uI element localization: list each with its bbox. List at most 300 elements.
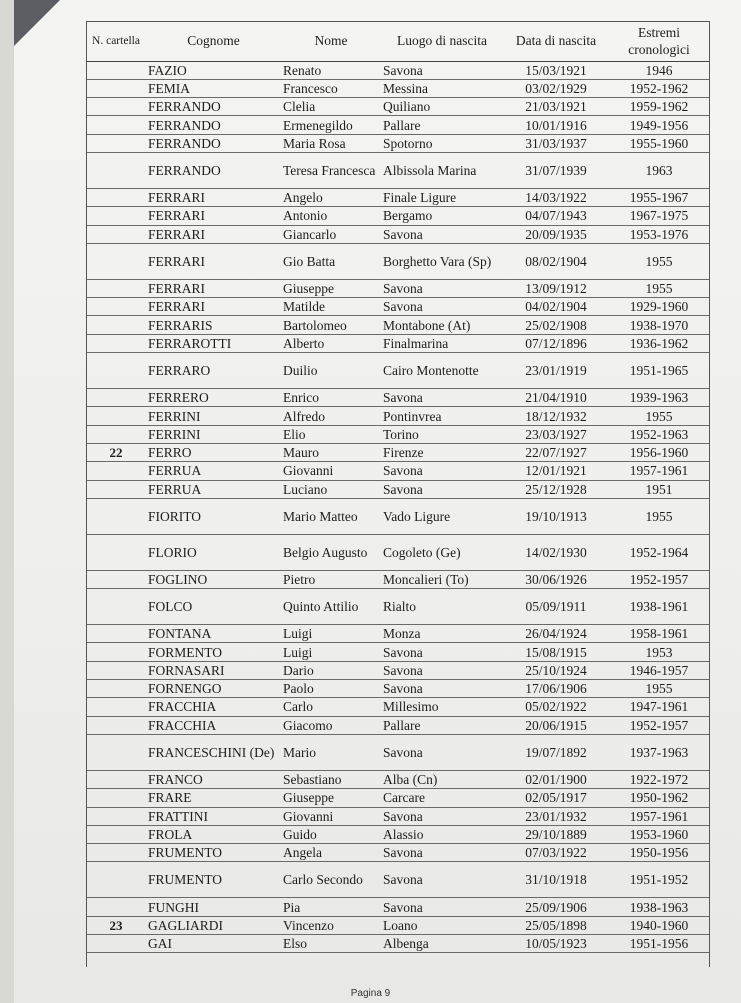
cell-data: 05/09/1911 (503, 589, 609, 625)
cell-estremi: 1937-1963 (609, 734, 709, 770)
cell-luogo: Savona (381, 734, 503, 770)
cell-estremi: 1938-1970 (609, 316, 709, 334)
cell-cognome: FERRARI (146, 207, 281, 225)
cell-n-cartella (86, 279, 146, 297)
cell-luogo: Alba (Cn) (381, 770, 503, 788)
cell-cognome: FERRARO (146, 353, 281, 389)
table-row (86, 661, 709, 679)
cell-cognome: FERRUA (146, 480, 281, 498)
cell-cognome: FERRERO (146, 389, 281, 407)
cell-nome: Elso (281, 935, 381, 953)
cell-nome: Francesco (281, 79, 381, 97)
cell-cognome: FOGLINO (146, 570, 281, 588)
table-row (86, 916, 709, 934)
header-estremi: Estremi cronologici (609, 21, 709, 61)
cell-cognome: FERRINI (146, 407, 281, 425)
table-row (86, 79, 709, 97)
cell-luogo: Savona (381, 680, 503, 698)
cell-n-cartella (86, 225, 146, 243)
cell-data: 05/02/1922 (503, 698, 609, 716)
table-row (86, 389, 709, 407)
cell-luogo: Savona (381, 643, 503, 661)
cell-nome: Luigi (281, 625, 381, 643)
cell-data: 02/01/1900 (503, 770, 609, 788)
cell-cognome: FRATTINI (146, 807, 281, 825)
cell-nome: Duilio (281, 353, 381, 389)
cell-luogo: Loano (381, 916, 503, 934)
cell-estremi: 1947-1961 (609, 698, 709, 716)
cell-cognome: FOLCO (146, 589, 281, 625)
cell-data: 31/03/1937 (503, 134, 609, 152)
cell-estremi: 1940-1960 (609, 916, 709, 934)
cell-nome: Carlo (281, 698, 381, 716)
header-cognome: Cognome (146, 21, 281, 61)
cell-data: 29/10/1889 (503, 825, 609, 843)
cell-nome: Luciano (281, 480, 381, 498)
cell-luogo: Pallare (381, 716, 503, 734)
cell-luogo: Pontinvrea (381, 407, 503, 425)
table-row (86, 61, 709, 79)
cell-estremi: 1922-1972 (609, 770, 709, 788)
cell-cognome: FRACCHIA (146, 698, 281, 716)
cell-n-cartella (86, 353, 146, 389)
table-row (86, 225, 709, 243)
cell-luogo: Monza (381, 625, 503, 643)
cell-estremi: 1957-1961 (609, 807, 709, 825)
cell-n-cartella (86, 98, 146, 116)
cell-cognome: FRANCESCHINI (De) (146, 734, 281, 770)
header-nome: Nome (281, 21, 381, 61)
cell-n-cartella (86, 625, 146, 643)
cell-nome: Enrico (281, 389, 381, 407)
cell-nome: Alfredo (281, 407, 381, 425)
cell-data: 20/06/1915 (503, 716, 609, 734)
table-row (86, 589, 709, 625)
cell-data: 19/10/1913 (503, 498, 609, 534)
cell-data: 25/12/1928 (503, 480, 609, 498)
cell-estremi: 1953-1960 (609, 825, 709, 843)
cell-estremi: 1952-1962 (609, 79, 709, 97)
cell-n-cartella: 23 (86, 916, 146, 934)
cell-cognome: FERRANDO (146, 98, 281, 116)
cell-n-cartella (86, 116, 146, 134)
cell-n-cartella (86, 207, 146, 225)
table-row (86, 98, 709, 116)
cell-nome: Luigi (281, 643, 381, 661)
cell-cognome: FERRARI (146, 188, 281, 206)
cell-nome: Angela (281, 844, 381, 862)
cell-cognome: FORMENTO (146, 643, 281, 661)
cell-n-cartella (86, 79, 146, 97)
cell-estremi: 1938-1963 (609, 898, 709, 916)
cell-estremi: 1953-1976 (609, 225, 709, 243)
cell-nome: Clelia (281, 98, 381, 116)
table-row (86, 243, 709, 279)
cell-n-cartella (86, 61, 146, 79)
cell-cognome: FRANCO (146, 770, 281, 788)
cell-nome: Mario (281, 734, 381, 770)
cell-estremi: 1950-1962 (609, 789, 709, 807)
cell-luogo: Vado Ligure (381, 498, 503, 534)
cell-cognome: FERRUA (146, 462, 281, 480)
cell-estremi: 1946 (609, 61, 709, 79)
cell-luogo: Savona (381, 661, 503, 679)
cell-data: 02/05/1917 (503, 789, 609, 807)
cell-estremi: 1951-1965 (609, 353, 709, 389)
cell-luogo: Finalmarina (381, 334, 503, 352)
cell-data: 22/07/1927 (503, 443, 609, 461)
cell-luogo: Millesimo (381, 698, 503, 716)
cell-luogo: Alassio (381, 825, 503, 843)
cell-cognome: FEMIA (146, 79, 281, 97)
cell-estremi: 1952-1957 (609, 570, 709, 588)
table-row (86, 862, 709, 898)
cell-n-cartella (86, 862, 146, 898)
cell-n-cartella (86, 589, 146, 625)
table-row (86, 334, 709, 352)
cell-n-cartella (86, 462, 146, 480)
table-body (86, 61, 709, 953)
cell-data: 15/08/1915 (503, 643, 609, 661)
cell-n-cartella (86, 534, 146, 570)
cell-data: 21/03/1921 (503, 98, 609, 116)
cell-nome: Pietro (281, 570, 381, 588)
cell-nome: Elio (281, 425, 381, 443)
cell-data: 30/06/1926 (503, 570, 609, 588)
cell-luogo: Savona (381, 279, 503, 297)
cell-data: 04/02/1904 (503, 298, 609, 316)
table-row (86, 425, 709, 443)
cell-n-cartella (86, 807, 146, 825)
cell-estremi: 1955-1967 (609, 188, 709, 206)
cell-estremi: 1958-1961 (609, 625, 709, 643)
cell-luogo: Rialto (381, 589, 503, 625)
cell-cognome: FERRAROTTI (146, 334, 281, 352)
table-row (86, 498, 709, 534)
cell-nome: Mauro (281, 443, 381, 461)
cell-data: 23/01/1932 (503, 807, 609, 825)
cell-n-cartella (86, 334, 146, 352)
cell-nome: Giancarlo (281, 225, 381, 243)
cell-cognome: FLORIO (146, 534, 281, 570)
cell-luogo: Albissola Marina (381, 152, 503, 188)
table-row (86, 807, 709, 825)
cell-n-cartella (86, 243, 146, 279)
header-luogo: Luogo di nascita (381, 21, 503, 61)
cell-cognome: FIORITO (146, 498, 281, 534)
table-row (86, 462, 709, 480)
cell-cognome: FERRARI (146, 225, 281, 243)
cell-estremi: 1955 (609, 279, 709, 297)
cell-estremi: 1952-1957 (609, 716, 709, 734)
cell-estremi: 1957-1961 (609, 462, 709, 480)
cell-estremi: 1955 (609, 407, 709, 425)
cell-luogo: Montabone (At) (381, 316, 503, 334)
table-row (86, 716, 709, 734)
cell-data: 21/04/1910 (503, 389, 609, 407)
table-row (86, 898, 709, 916)
cell-nome: Guido (281, 825, 381, 843)
cell-luogo: Albenga (381, 935, 503, 953)
cell-n-cartella (86, 789, 146, 807)
cell-luogo: Savona (381, 61, 503, 79)
header-row (86, 21, 709, 61)
cell-n-cartella (86, 698, 146, 716)
cell-nome: Giovanni (281, 807, 381, 825)
cell-nome: Quinto Attilio (281, 589, 381, 625)
cell-estremi: 1955-1960 (609, 134, 709, 152)
cell-estremi: 1955 (609, 243, 709, 279)
cell-n-cartella (86, 643, 146, 661)
cell-data: 18/12/1932 (503, 407, 609, 425)
table-row (86, 407, 709, 425)
cell-estremi: 1956-1960 (609, 443, 709, 461)
cell-cognome: FRACCHIA (146, 716, 281, 734)
cell-estremi: 1952-1963 (609, 425, 709, 443)
cell-data: 25/05/1898 (503, 916, 609, 934)
cell-nome: Bartolomeo (281, 316, 381, 334)
table-row (86, 734, 709, 770)
page-corner-shadow (14, 0, 60, 46)
cell-cognome: FORNASARI (146, 661, 281, 679)
cell-data: 31/07/1939 (503, 152, 609, 188)
cell-luogo: Borghetto Vara (Sp) (381, 243, 503, 279)
cell-estremi: 1953 (609, 643, 709, 661)
cell-data: 26/04/1924 (503, 625, 609, 643)
cell-luogo: Bergamo (381, 207, 503, 225)
register-table (86, 21, 709, 953)
cell-n-cartella (86, 407, 146, 425)
table-row (86, 534, 709, 570)
table-row (86, 134, 709, 152)
cell-n-cartella (86, 134, 146, 152)
cell-estremi: 1938-1961 (609, 589, 709, 625)
cell-luogo: Cogoleto (Ge) (381, 534, 503, 570)
cell-luogo: Moncalieri (To) (381, 570, 503, 588)
cell-cognome: FERRARI (146, 279, 281, 297)
cell-nome: Renato (281, 61, 381, 79)
cell-luogo: Savona (381, 480, 503, 498)
cell-estremi: 1952-1964 (609, 534, 709, 570)
cell-nome: Paolo (281, 680, 381, 698)
table-row (86, 570, 709, 588)
page-number: Pagina 9 (350, 988, 391, 999)
table-row (86, 844, 709, 862)
cell-nome: Giuseppe (281, 789, 381, 807)
cell-nome: Antonio (281, 207, 381, 225)
cell-n-cartella (86, 188, 146, 206)
table-row (86, 680, 709, 698)
table-row (86, 207, 709, 225)
cell-cognome: FRUMENTO (146, 862, 281, 898)
cell-cognome: FERRANDO (146, 116, 281, 134)
header-n-cartella: N. cartella (86, 21, 146, 61)
cell-n-cartella (86, 498, 146, 534)
cell-estremi: 1929-1960 (609, 298, 709, 316)
cell-cognome: FERRANDO (146, 152, 281, 188)
cell-estremi: 1967-1975 (609, 207, 709, 225)
cell-cognome: FUNGHI (146, 898, 281, 916)
cell-cognome: FRARE (146, 789, 281, 807)
cell-n-cartella (86, 425, 146, 443)
cell-nome: Sebastiano (281, 770, 381, 788)
cell-data: 19/07/1892 (503, 734, 609, 770)
table-border-left (86, 21, 87, 967)
cell-data: 15/03/1921 (503, 61, 609, 79)
cell-luogo: Savona (381, 898, 503, 916)
cell-data: 23/03/1927 (503, 425, 609, 443)
cell-luogo: Savona (381, 462, 503, 480)
cell-estremi: 1959-1962 (609, 98, 709, 116)
cell-nome: Dario (281, 661, 381, 679)
cell-estremi: 1951-1952 (609, 862, 709, 898)
cell-luogo: Savona (381, 389, 503, 407)
cell-cognome: FERRARI (146, 243, 281, 279)
header-data: Data di nascita (503, 21, 609, 61)
cell-estremi: 1955 (609, 680, 709, 698)
table-row (86, 935, 709, 953)
table-row (86, 625, 709, 643)
cell-nome: Matilde (281, 298, 381, 316)
cell-cognome: FAZIO (146, 61, 281, 79)
cell-cognome: GAI (146, 935, 281, 953)
cell-estremi: 1951 (609, 480, 709, 498)
cell-cognome: FRUMENTO (146, 844, 281, 862)
cell-data: 25/09/1906 (503, 898, 609, 916)
cell-n-cartella (86, 844, 146, 862)
cell-cognome: FROLA (146, 825, 281, 843)
table-row (86, 643, 709, 661)
cell-nome: Maria Rosa (281, 134, 381, 152)
cell-data: 23/01/1919 (503, 353, 609, 389)
cell-cognome: FERRINI (146, 425, 281, 443)
cell-n-cartella (86, 661, 146, 679)
cell-nome: Mario Matteo (281, 498, 381, 534)
cell-cognome: FORNENGO (146, 680, 281, 698)
cell-estremi: 1955 (609, 498, 709, 534)
cell-n-cartella (86, 734, 146, 770)
cell-n-cartella (86, 770, 146, 788)
cell-estremi: 1946-1957 (609, 661, 709, 679)
cell-luogo: Messina (381, 79, 503, 97)
cell-luogo: Quiliano (381, 98, 503, 116)
cell-data: 10/05/1923 (503, 935, 609, 953)
cell-n-cartella (86, 935, 146, 953)
cell-cognome: FONTANA (146, 625, 281, 643)
cell-nome: Giovanni (281, 462, 381, 480)
cell-luogo: Torino (381, 425, 503, 443)
cell-cognome: FERRARI (146, 298, 281, 316)
table-row (86, 789, 709, 807)
cell-data: 07/12/1896 (503, 334, 609, 352)
cell-data: 25/02/1908 (503, 316, 609, 334)
cell-nome: Angelo (281, 188, 381, 206)
table-row (86, 770, 709, 788)
cell-nome: Ermenegildo (281, 116, 381, 134)
table-border-top (86, 21, 710, 22)
cell-nome: Gio Batta (281, 243, 381, 279)
cell-nome: Belgio Augusto (281, 534, 381, 570)
cell-luogo: Savona (381, 807, 503, 825)
cell-data: 12/01/1921 (503, 462, 609, 480)
cell-luogo: Savona (381, 862, 503, 898)
cell-luogo: Finale Ligure (381, 188, 503, 206)
cell-data: 14/03/1922 (503, 188, 609, 206)
cell-n-cartella (86, 825, 146, 843)
cell-data: 08/02/1904 (503, 243, 609, 279)
cell-n-cartella (86, 716, 146, 734)
cell-nome: Carlo Secondo (281, 862, 381, 898)
cell-luogo: Savona (381, 298, 503, 316)
cell-nome: Pia (281, 898, 381, 916)
cell-data: 14/02/1930 (503, 534, 609, 570)
cell-nome: Vincenzo (281, 916, 381, 934)
table-row (86, 698, 709, 716)
cell-n-cartella (86, 680, 146, 698)
cell-n-cartella (86, 316, 146, 334)
cell-nome: Giacomo (281, 716, 381, 734)
table-row (86, 480, 709, 498)
cell-n-cartella (86, 152, 146, 188)
table-row (86, 279, 709, 297)
cell-data: 03/02/1929 (503, 79, 609, 97)
cell-n-cartella: 22 (86, 443, 146, 461)
cell-data: 04/07/1943 (503, 207, 609, 225)
cell-data: 10/01/1916 (503, 116, 609, 134)
cell-nome: Alberto (281, 334, 381, 352)
cell-luogo: Savona (381, 225, 503, 243)
cell-data: 25/10/1924 (503, 661, 609, 679)
cell-estremi: 1936-1962 (609, 334, 709, 352)
cell-estremi: 1950-1956 (609, 844, 709, 862)
cell-estremi: 1963 (609, 152, 709, 188)
table-row (86, 298, 709, 316)
cell-estremi: 1951-1956 (609, 935, 709, 953)
cell-luogo: Carcare (381, 789, 503, 807)
cell-nome: Giuseppe (281, 279, 381, 297)
cell-cognome: FERRO (146, 443, 281, 461)
cell-cognome: GAGLIARDI (146, 916, 281, 934)
cell-n-cartella (86, 480, 146, 498)
table-row (86, 152, 709, 188)
cell-cognome: FERRARIS (146, 316, 281, 334)
table-row (86, 316, 709, 334)
cell-nome: Teresa Francesca (281, 152, 381, 188)
cell-n-cartella (86, 298, 146, 316)
table-row (86, 353, 709, 389)
cell-cognome: FERRANDO (146, 134, 281, 152)
cell-data: 31/10/1918 (503, 862, 609, 898)
cell-n-cartella (86, 898, 146, 916)
cell-luogo: Cairo Montenotte (381, 353, 503, 389)
table-border-right (709, 21, 710, 967)
cell-estremi: 1939-1963 (609, 389, 709, 407)
cell-n-cartella (86, 389, 146, 407)
cell-data: 13/09/1912 (503, 279, 609, 297)
cell-data: 17/06/1906 (503, 680, 609, 698)
cell-luogo: Firenze (381, 443, 503, 461)
cell-luogo: Savona (381, 844, 503, 862)
cell-luogo: Pallare (381, 116, 503, 134)
cell-data: 20/09/1935 (503, 225, 609, 243)
cell-estremi: 1949-1956 (609, 116, 709, 134)
cell-data: 07/03/1922 (503, 844, 609, 862)
table-row (86, 116, 709, 134)
cell-luogo: Spotorno (381, 134, 503, 152)
cell-n-cartella (86, 570, 146, 588)
table-row (86, 825, 709, 843)
table-row (86, 188, 709, 206)
